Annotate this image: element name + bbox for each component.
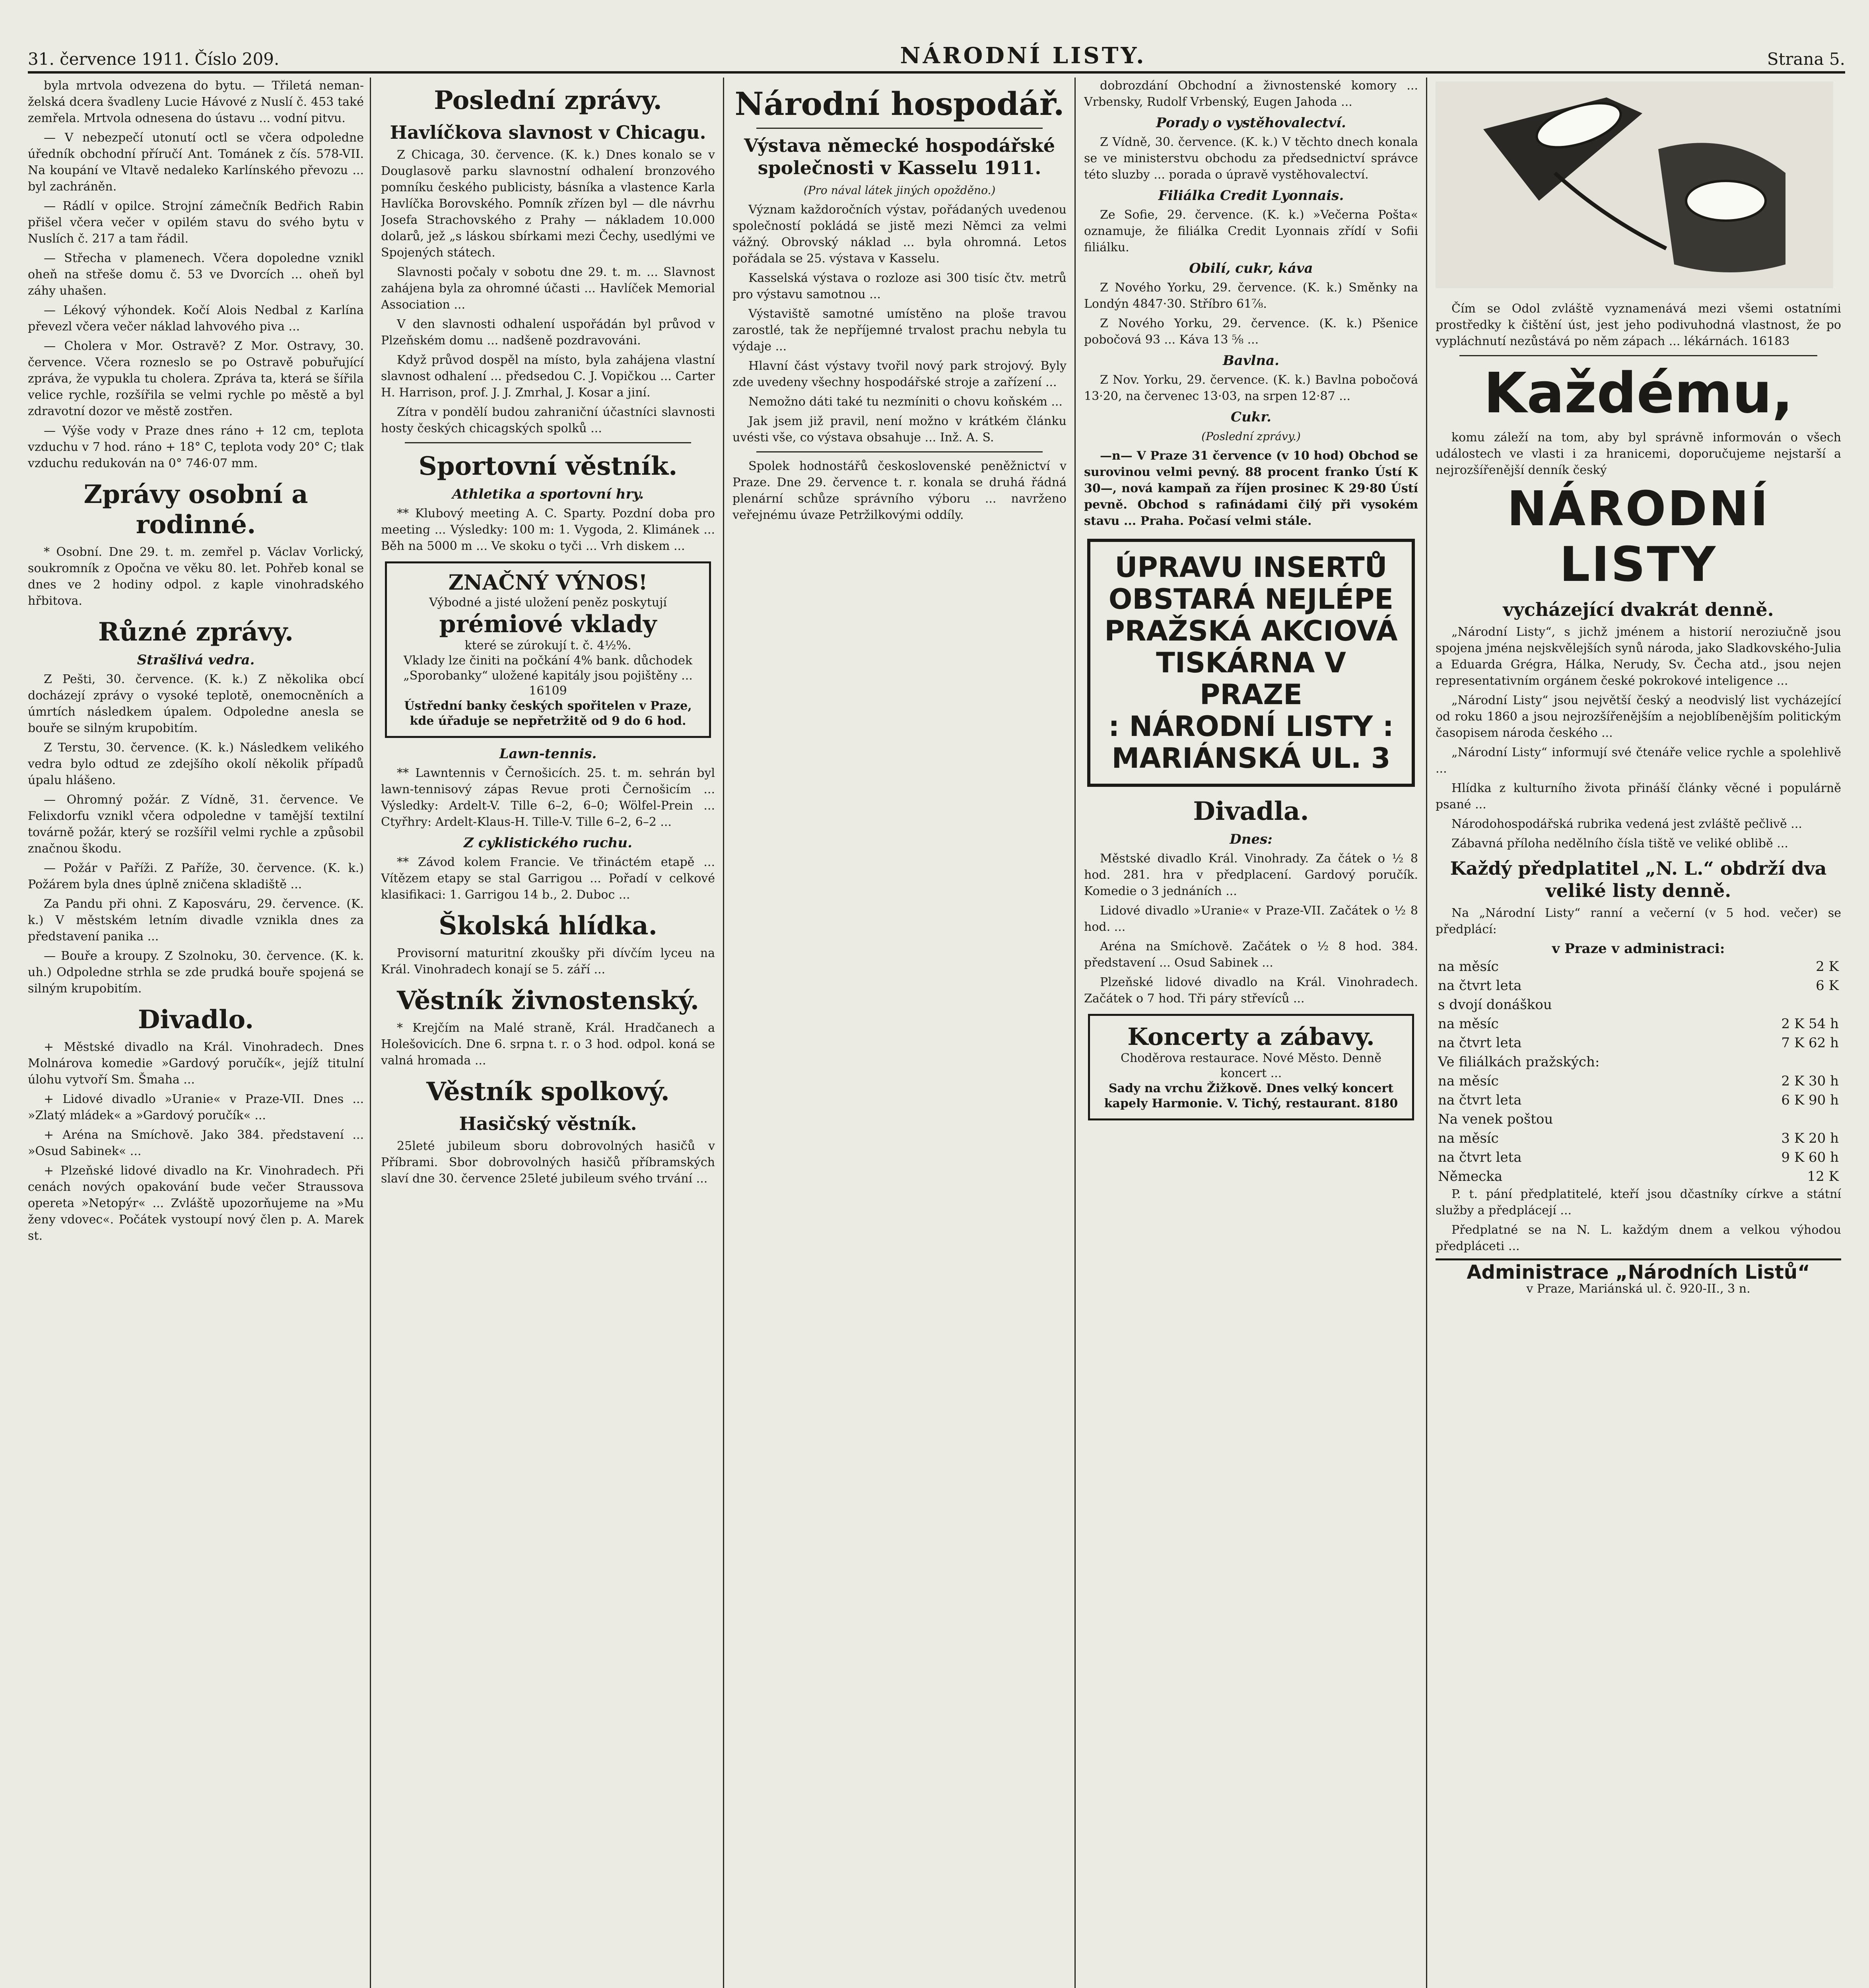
article-text: Význam každoročních výstav, pořádaných uvedenou společností pokládá se jistě mezi Němci za velmi vážný. Obrovský náklad ... byla ohromná. Letos pořádala se 25. výstava v Kasselu. xyxy=(732,203,1067,266)
ad-text: Výbodné a jisté uložení peněz poskytují xyxy=(429,596,667,610)
price-row xyxy=(1436,995,1841,1014)
price-row xyxy=(1436,1072,1841,1091)
price-value: 7 K 62 h xyxy=(1781,1035,1839,1051)
editor-note: (Pro nával látek jiných opožděno.) xyxy=(803,184,996,197)
article-text: Ze Sofie, 29. července. (K. k.) »Večerna Pošta« oznamuje, že filiálka Credit Lyonnais zřídí v Sofii filiálku. xyxy=(1084,208,1418,254)
article-heading: Cukr. xyxy=(1231,409,1271,425)
price-value: 3 K 20 h xyxy=(1781,1130,1839,1146)
price-row xyxy=(1436,1129,1841,1148)
article-text: + Plzeňské lidové divadlo na Kr. Vinohradech. Při cenách nových opakování bude večer Straussova opereta »Netopýr« ... Zvláště upozorňujeme na »Mu ženy vdovec«. Počátek vystoupí nový člen p. A. Marek st. xyxy=(28,1164,364,1243)
page-number: Strana 5. xyxy=(1767,49,1845,69)
article-text: komu záleží na tom, aby byl správně informován o všech událostech ve vlasti i za hranicemi, doporučujeme nejstarší a nejrozšířenější denník český xyxy=(1436,431,1841,477)
price-label: na čtvrt leta xyxy=(1438,1149,1522,1165)
ad-text: Vklady lze činiti na počkání 4% bank. důchodek „Sporobanky“ uložené kapitály jsou pojištěny ... 16109 xyxy=(403,654,693,698)
article-heading: Výstava německé hospodářské společnosti v Kasselu 1911. xyxy=(744,135,1055,179)
article-text: ** Lawntennis v Černošicích. 25. t. m. sehrán byl lawn-tennisový zápas Revue proti Černošicím ... Výsledky: Ardelt-V. Tille 6–2, 6–0; Wölfel-Prein ... Ctyřhry: Ardelt-Klaus-H. Tille-V. Tille 6–2, 6–2 ... xyxy=(381,766,715,829)
section-heading: Zprávy osobní a rodinné. xyxy=(84,480,308,540)
ad-headline: prémiové vklady xyxy=(439,610,657,638)
article-heading: Hasičský věstník. xyxy=(459,1113,637,1134)
price-row xyxy=(1436,1167,1841,1186)
price-value: 12 K xyxy=(1807,1169,1839,1184)
price-row xyxy=(1436,1148,1841,1167)
price-value: 9 K 60 h xyxy=(1781,1149,1839,1165)
ad-line: PRAŽSKÁ AKCIOVÁ xyxy=(1104,615,1398,647)
column-4 xyxy=(1084,78,1418,1988)
administration-address: v Praze, Mariánská ul. č. 920-II., 3 n. xyxy=(1526,1282,1750,1296)
article-text: — Ohromný požár. Z Vídně, 31. července. Ve Felixdorfu vznikl včera odpoledne v tamější textilní továrně požár, který se rozšířil velmi rychle a způsobil značnou škodu. xyxy=(28,793,364,856)
ad-line: OBSTARÁ NEJLÉPE xyxy=(1108,583,1394,615)
divider xyxy=(756,128,1043,129)
article-text: ** Závod kolem Francie. Ve třináctém etapě ... Vítězem etapy se stal Garrigou ... Pořadí v celkové klasifikaci: 1. Garrigou 14 b., 2. Duboc ... xyxy=(381,855,715,902)
printing-house-advertisement xyxy=(1087,539,1415,787)
ad-line: MARIÁNSKÁ UL. 3 xyxy=(1111,742,1391,775)
subscription-subheading: v Praze v administraci: xyxy=(1552,941,1725,957)
odol-bottle-illustration xyxy=(1436,82,1841,293)
price-value: 2 K xyxy=(1816,959,1839,975)
article-text: Hlídka z kulturního života přináší články věcné i populárně psané ... xyxy=(1436,781,1841,812)
article-text: — Bouře a kroupy. Z Szolnoku, 30. července. (K. k. uh.) Odpoledne strhla se zde prudká bouře spojená se silným krupobitím. xyxy=(28,949,364,996)
article-heading: Havlíčkova slavnost v Chicagu. xyxy=(390,122,706,143)
ad-text: Choděrova restaurace. Nové Město. Denně koncert ... xyxy=(1121,1051,1381,1080)
article-heading: Strašlivá vedra. xyxy=(137,652,255,668)
article-text: Aréna na Smíchově. Začátek o ½ 8 hod. 384. představení ... Osud Sabinek ... xyxy=(1084,940,1418,970)
article-text: „Národní Listy“, s jichž jménem a historií neroziučně jsou spojena jména nejskvělejších synů národa, jako Sladkovského-Julia a Eduarda Grégra, Hálka, Nerudy, Sv. Čecha atd., jsou nejen representativním orgánem české pokrokové inteligence ... xyxy=(1436,625,1841,688)
ad-line: : NÁRODNÍ LISTY : xyxy=(1108,710,1394,743)
price-row xyxy=(1436,1091,1841,1110)
price-label: na měsíc xyxy=(1438,1073,1499,1089)
column-3 xyxy=(732,78,1067,1988)
article-text: + Lidové divadlo »Uranie« v Praze-VII. Dnes ... »Zlatý mládek« a »Gardový poručík« ... xyxy=(28,1092,364,1122)
price-row xyxy=(1436,1110,1841,1129)
concerts-box xyxy=(1088,1014,1414,1120)
article-text: Z Terstu, 30. července. (K. k.) Následkem velikého vedra bylo odtud ze zdejšího okolí několik případů úpalu hlášeno. xyxy=(28,741,364,787)
ad-line: TISKÁRNA V PRAZE xyxy=(1156,646,1346,711)
price-value xyxy=(1731,995,1841,1014)
article-text: Z Vídně, 30. července. (K. k.) V těchto dnech konala se ve ministerstvu obchodu za předsednictví správce této sluzby ... porada o úpravě vystěhovalectví. xyxy=(1084,135,1418,182)
article-text: Plzeňské lidové divadlo na Král. Vinohradech. Začátek o 7 hod. Tři páry střevíců ... xyxy=(1084,975,1418,1006)
article-text: + Aréna na Smíchově. Jako 384. představení ... »Osud Sabinek« ... xyxy=(28,1128,364,1158)
article-text: Když průvod dospěl na místo, byla zahájena vlastní slavnost odhalení ... předsedou C. J. Vopičkou ... Carter H. Harrison, prof. J. J. Zmrhal, J. Kosar a jiní. xyxy=(381,353,715,400)
article-text: — Lékový výhondek. Kočí Alois Nedbal z Karlína převezl včera večer náklad lahvového piva ... xyxy=(28,303,364,334)
price-label: na měsíc xyxy=(1438,959,1499,975)
section-heading: Poslední zprávy. xyxy=(434,85,662,115)
article-text: Z Chicaga, 30. července. (K. k.) Dnes konalo se v Douglasově parku slavnostní odhalení bronzového pomníku českého publicisty, básníka a vlastence Karla Havlíčka Borovského. Pomník zřízen byl — dle návrhu Josefa Strachovského z Prahy — nákladem 10.000 dolarů, jež „s láskou sbírkami mezi Čechy, usedlými ve Spojených státech. xyxy=(381,148,715,260)
article-text: Nemožno dáti také tu nezmíniti o chovu koňském ... xyxy=(748,395,1063,409)
divider xyxy=(405,442,691,443)
article-heading: vycházející dvakrát denně. xyxy=(1503,599,1774,620)
ad-signature: Ústřední banky českých spořitelen v Praze, kde úřaduje se nepřetržitě od 9 do 6 hod. xyxy=(404,699,692,728)
ad-title: ZNAČNÝ VÝNOS! xyxy=(448,571,648,595)
section-heading: Divadla. xyxy=(1193,796,1309,826)
price-label: s dvojí donáškou xyxy=(1438,997,1552,1013)
article-text: V den slavnosti odhalení uspořádán byl průvod v Plzeňském domu ... nadšeně pozdravováni. xyxy=(381,317,715,348)
price-row xyxy=(1436,976,1841,995)
ad-text: které se zúrokují t. č. 4½%. xyxy=(464,639,631,652)
price-value: 6 K xyxy=(1816,978,1839,994)
article-text: Zítra v pondělí budou zahraniční účastníci slavnosti hosty českých chicagských spolků ... xyxy=(381,405,715,435)
article-text: — V nebezpečí utonutí octl se včera odpoledne úředník obchodní příručí Ant. Tománek z čís. 578-VII. Na koupání ve Vltavě nedaleko Karlínského převozu ... byl zachráněn. xyxy=(28,131,364,194)
article-text: 25leté jubileum sboru dobrovolných hasičů v Příbrami. Sbor dobrovolných hasičů příbramských slaví dne 30. července 25leté jubileum svého trvání ... xyxy=(381,1139,715,1186)
divider xyxy=(1459,355,1817,356)
article-text: — Střecha v plamenech. Včera dopoledne vznikl oheň na střeše domu č. 53 ve Dvorcích ... oheň byl záhy uhašen. xyxy=(28,251,364,298)
price-value: 2 K 54 h xyxy=(1781,1016,1839,1032)
subscription-price-table xyxy=(1436,957,1841,1186)
column-rule xyxy=(723,78,724,1988)
concerts-heading: Koncerty a zábavy. xyxy=(1127,1023,1375,1051)
column-2 xyxy=(381,78,715,1988)
article-heading: Z cyklistického ruchu. xyxy=(463,835,632,851)
article-text: ** Klubový meeting A. C. Sparty. Pozdní doba pro meeting ... Výsledky: 100 m: 1. Vygoda, 2. Klimánek ... Běh na 5000 m ... Ve skoku o tyči ... Vrh diskem ... xyxy=(381,507,715,553)
article-text: Národohospodářská rubrika vedená jest zvláště pečlivě ... xyxy=(1451,817,1802,831)
article-text: Spolek hodnostářů československé peněžnictví v Praze. Dne 29. července t. r. konala se druhá řádná plenární schůze správního výboru ... navrženo veřejnému úvaze Petržilkovými oddíly. xyxy=(732,459,1067,522)
article-text: — Výše vody v Praze dnes ráno + 12 cm, teplota vzduchu v 7 hod. ráno + 18° C, teplota vody 20° C; tlak vzduchu redukován na 0° 746·07 mm. xyxy=(28,424,364,470)
article-text: * Krejčím na Malé straně, Král. Hradčanech a Holešovicích. Dne 6. srpna t. r. o 3 hod. odpol. koná se valná hromada ... xyxy=(381,1021,715,1068)
article-text: P. t. pání předplatitelé, kteří jsou dčastníky církve a státní služby a předplácejí ... xyxy=(1436,1187,1841,1217)
article-text: Provisorní maturitní zkoušky při dívčím lyceu na Král. Vinohradech konají se 5. září ... xyxy=(381,946,715,977)
price-row xyxy=(1436,1052,1841,1072)
ad-line: ÚPRAVU INSERTŮ xyxy=(1115,551,1387,584)
article-text: Z Nového Yorku, 29. července. (K. k.) Pšenice pobočová 93 ... Káva 13 ⅝ ... xyxy=(1084,316,1418,347)
price-label: Ve filiálkách pražských: xyxy=(1438,1054,1600,1070)
article-text: — Požár v Paříži. Z Paříže, 30. července. (K. k.) Požárem byla dnes úplně zničena skladiště ... xyxy=(28,861,364,891)
section-heading: Věstník spolkový. xyxy=(426,1077,670,1107)
article-text: dobrozdání Obchodní a živnostenské komory ... Vrbensky, Rudolf Vrbenský, Eugen Jahoda ... xyxy=(1084,79,1418,109)
price-label: na čtvrt leta xyxy=(1438,1035,1522,1051)
column-rule xyxy=(370,78,371,1988)
article-heading: Lawn-tennis. xyxy=(499,746,597,762)
administration-name: Administrace „Národních Listů“ xyxy=(1436,1258,1841,1281)
price-row xyxy=(1436,1014,1841,1033)
column-rule xyxy=(1074,78,1076,1988)
article-heading: Filiálka Credit Lyonnais. xyxy=(1158,188,1344,204)
divider xyxy=(756,451,1043,452)
article-text: Z Nového Yorku, 29. července. (K. k.) Směnky na Londýn 4847·30. Stříbro 61⅞. xyxy=(1084,281,1418,311)
article-heading: Každý předplatitel „N. L.“ obdrží dva veliké listy denně. xyxy=(1450,858,1827,901)
ad-text: Sady na vrchu Žižkově. Dnes velký koncert kapely Harmonie. V. Tichý, restaurant. 8180 xyxy=(1104,1081,1398,1110)
section-heading: Národní hospodář. xyxy=(734,85,1065,122)
bank-advertisement xyxy=(385,561,711,738)
article-heading: Dnes: xyxy=(1230,831,1273,847)
article-text: Předplatné se na N. L. každým dnem a velkou výhodou předpláceti ... xyxy=(1436,1223,1841,1253)
article-text: Kasselská výstava o rozloze asi 300 tisíc čtv. metrů pro výstavu samotnou ... xyxy=(732,271,1067,301)
price-label: na čtvrt leta xyxy=(1438,1092,1522,1108)
article-text: „Národní Listy“ jsou největší český a neodvislý list vycházející od roku 1860 a jsou nejrozšířenějším a nejoblíbenějším politickým časopisem národa českého ... xyxy=(1436,693,1841,740)
article-text: Výstaviště samotné umístěno na ploše travou zarostlé, tak že nepříjemné trvalost prachu nebyla tu výdaje ... xyxy=(732,307,1067,353)
article-text: Jak jsem již pravil, není možno v krátkém článku uvésti vše, co výstava obsahuje ... Inž. A. S. xyxy=(732,414,1067,445)
article-heading: Obilí, cukr, káva xyxy=(1189,260,1313,276)
price-label: Německa xyxy=(1438,1169,1503,1184)
article-text: —n— V Praze 31 července (v 10 hod) Obchod se surovinou velmi pevný. 88 procent franko Ústí K 30—, nová kampaň za říjen prosinec K 29·80 Ústí pevně. Obchod s rafinádami čilý při vysokém stavu ... Praha. Počasí velmi stále. xyxy=(1084,449,1418,528)
price-label: na měsíc xyxy=(1438,1130,1499,1146)
article-text: * Osobní. Dne 29. t. m. zemřel p. Václav Vorlický, soukromník z Opočna ve věku 80. let. Pohřeb konal se dnes ve 2 hodiny odpol. z kaple vinohradského hřbitova. xyxy=(28,545,364,608)
article-heading: Bavlna. xyxy=(1222,353,1280,369)
section-heading: Divadlo. xyxy=(138,1005,254,1035)
article-text: — Cholera v Mor. Ostravě? Z Mor. Ostravy, 30. července. Včera rozneslo se po Ostravě pobuřující zpráva, že vypukla tu cholera. Zpráva ta, která se šířila velice rychle, rozšířila se velmi rychle po městě a byl zdravotní dozor ve městě zostřen. xyxy=(28,339,364,418)
price-label: na čtvrt leta xyxy=(1438,978,1522,994)
price-row xyxy=(1436,1033,1841,1052)
article-text: byla mrtvola odvezena do bytu. — Třiletá neman-želská dcera švadleny Lucie Hávové z Nuslí č. 453 také zemřela. Mrtvola odnesena do ústavu ... vodní pitvu. xyxy=(28,79,364,125)
column-5 xyxy=(1436,78,1841,1988)
section-heading: Školská hlídka. xyxy=(439,911,657,941)
issue-date: 31. července 1911. Číslo 209. xyxy=(28,49,280,69)
article-text: Lidové divadlo »Uranie« v Praze-VII. Začátek o ½ 8 hod. ... xyxy=(1084,904,1418,934)
price-value: 6 K 90 h xyxy=(1781,1092,1839,1108)
price-label: Na venek poštou xyxy=(1438,1111,1553,1127)
column-1 xyxy=(28,78,364,1988)
section-heading: Věstník živnostenský. xyxy=(397,986,699,1015)
article-heading: Athletika a sportovní hry. xyxy=(452,486,644,502)
article-text: Zábavná příloha nedělního čísla tiště ve veliké oblibě ... xyxy=(1451,837,1788,850)
masthead: NÁRODNÍ LISTY. xyxy=(900,43,1146,69)
article-text: Na „Národní Listy“ ranní a večerní (v 5 hod. večer) se předplácí: xyxy=(1436,906,1841,936)
article-text: Za Pandu při ohni. Z Kaposváru, 29. července. (K. k.) V městském letním divadle vznikla dnes za představení panika ... xyxy=(28,897,364,944)
price-value: 2 K 30 h xyxy=(1781,1073,1839,1089)
price-value xyxy=(1731,1052,1841,1072)
article-text: Slavnosti počaly v sobotu dne 29. t. m. ... Slavnost zahájena byla za ohromné účasti ... Havlíček Memorial Association ... xyxy=(381,265,715,312)
article-text: Hlavní část výstavy tvořil nový park strojový. Byly zde uvedeny všechny hospodářské stroje a zařízení ... xyxy=(732,359,1067,389)
article-text: — Rádlí v opilce. Strojní zámečník Bedřich Rabin přišel včera večer v opilém stavu do svého bytu v Nuslích č. 217 a tam řádil. xyxy=(28,199,364,246)
price-value xyxy=(1731,1110,1841,1129)
price-label: na měsíc xyxy=(1438,1016,1499,1032)
section-heading: Sportovní věstník. xyxy=(418,451,678,481)
page-header xyxy=(28,38,1845,74)
section-heading: Různé zprávy. xyxy=(98,617,294,647)
article-heading: Porady o vystěhovalectví. xyxy=(1156,115,1346,131)
article-text: Čím se Odol zvláště vyznamenává mezi všemi ostatními prostředky k čištění úst, jest jeho podivuhodná vlastnost, že po vypláchnutí nezůstává po něm zápach ... lékárnách. 16183 xyxy=(1436,302,1841,348)
price-row xyxy=(1436,957,1841,976)
article-text: Z Nov. Yorku, 29. července. (K. k.) Bavlna pobočová 13·20, na červenec 13·03, na srpen 12·87 ... xyxy=(1084,373,1418,403)
ad-heading: Každému, xyxy=(1483,361,1793,426)
article-text: + Městské divadlo na Král. Vinohradech. Dnes Molnárova komedie »Gardový poručík«, jejíž titulní úlohu vytvoří Sm. Šmaha ... xyxy=(28,1040,364,1087)
column-rule xyxy=(1426,78,1427,1988)
editor-note: (Poslední zprávy.) xyxy=(1201,430,1301,443)
article-text: „Národní Listy“ informují své čtenáře velice rychle a spolehlivě ... xyxy=(1436,746,1841,776)
article-text: Z Pešti, 30. července. (K. k.) Z několika obcí docházejí zprávy o vysoké teplotě, onemocněních a úmrtích následkem úpalem. Odpoledne anesla se bouře se silným krupobitím. xyxy=(28,672,364,735)
article-text: Městské divadlo Král. Vinohrady. Za čátek o ½ 8 hod. 281. hra v předplacení. Gardový poručík. Komedie o 3 jednáních ... xyxy=(1084,852,1418,898)
newspaper-logo: NÁRODNÍ LISTY xyxy=(1507,481,1770,592)
odol-bottle-icon xyxy=(1436,82,1833,288)
